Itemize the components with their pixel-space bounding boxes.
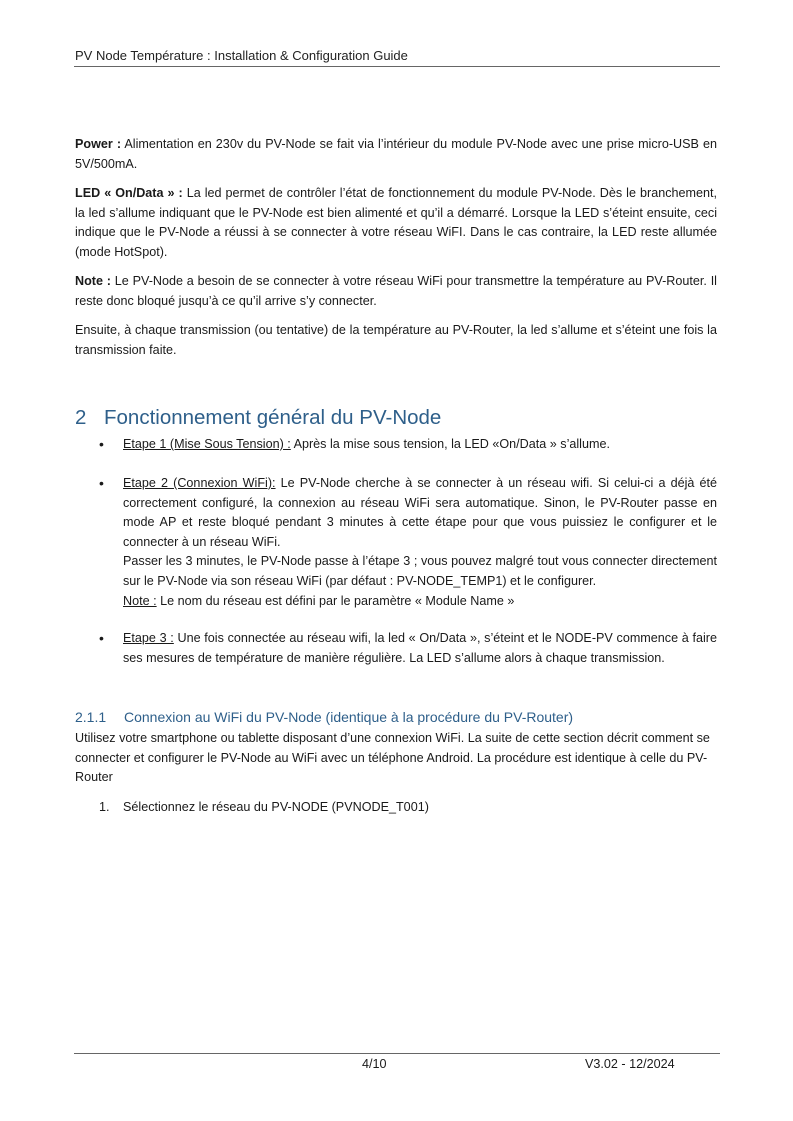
etape-2-extra: Passer les 3 minutes, le PV-Node passe à l’étape 3 ; vous pouvez malgré tout vous connecter directement sur le PV-Node via son réseau WiFi (par défaut : PV-NODE_TEMP1) et le configurer. <box>123 554 717 588</box>
etape-2-note-label: Note : <box>123 593 157 608</box>
note-text: Le PV-Node a besoin de se connecter à votre réseau WiFi pour transmettre la température au PV-Router. Il reste donc bloqué jusqu’à ce qu’il arrive s’y connecter. <box>75 274 717 308</box>
power-paragraph <box>75 135 717 174</box>
section-2-1-1-heading <box>75 709 573 725</box>
note-paragraph <box>75 272 717 311</box>
section-2-heading <box>75 406 441 430</box>
page-header-title: PV Node Température : Installation & Configuration Guide <box>75 48 408 63</box>
document-version: V3.02 - 12/2024 <box>585 1057 675 1071</box>
step-number: 1. <box>99 800 110 814</box>
etape-2-note-text: Le nom du réseau est défini par le paramètre « Module Name » <box>156 593 515 608</box>
etape-2-text: Le PV-Node cherche à se connecter à un réseau wifi. Si celui-ci a déjà été correctement configuré, la connexion au réseau WiFi sera automatique. Sinon, le PV-Router passe en mode AP et reste bloqué pendant 3 minutes à cette étape pour que vous puissiez le configurer et le connecter à un réseau WiFi. <box>123 476 717 549</box>
bullet-icon: • <box>99 436 104 452</box>
section-2-1-1-title: Connexion au WiFi du PV-Node (identique à la procédure du PV-Router) <box>124 709 574 725</box>
ensuite-paragraph: Ensuite, à chaque transmission (ou tentative) de la température au PV-Router, la led s’allume et s’éteint une fois la transmission faite. <box>75 323 717 357</box>
list-item <box>99 798 429 818</box>
etape-2-label: Etape 2 (Connexion WiFi): <box>123 476 276 490</box>
bullet-icon: • <box>99 630 104 646</box>
list-item <box>99 629 717 668</box>
etape-1-text: Après la mise sous tension, la LED «On/Data » s’allume. <box>290 437 610 451</box>
section-2-1-1-number: 2.1.1 <box>75 709 107 725</box>
step-text: Sélectionnez le réseau du PV-NODE (PVNODE_T001) <box>123 800 429 814</box>
page-number: 4/10 <box>362 1057 387 1071</box>
etape-3-label: Etape 3 : <box>123 631 174 645</box>
footer-divider <box>74 1053 720 1054</box>
section-2-1-1-intro: Utilisez votre smartphone ou tablette disposant d’une connexion WiFi. La suite de cette section décrit comment se connecter et configurer le PV-Node au WiFi avec un téléphone Android. La procédure est identique à celle du PV-Router <box>75 731 710 785</box>
etape-3-text: Une fois connectée au réseau wifi, la led « On/Data », s’éteint et le NODE-PV commence à faire ses mesures de température de manière régulière. La LED s’allume alors à chaque transmission. <box>123 631 717 665</box>
bullet-icon: • <box>99 475 104 491</box>
list-item <box>99 435 717 455</box>
note-label: Note : <box>75 274 111 288</box>
list-item <box>99 474 717 611</box>
section-2-number: 2 <box>75 406 87 429</box>
led-label: LED « On/Data » : <box>75 186 183 200</box>
header-divider <box>74 66 720 67</box>
power-text: Alimentation en 230v du PV-Node se fait via l’intérieur du module PV-Node avec une prise micro-USB en 5V/500mA. <box>75 137 717 171</box>
led-text: La led permet de contrôler l’état de fonctionnement du module PV-Node. Dès le branchement, la led s’allume indiquant que le PV-Node est bien alimenté et qu’il a démarré. Lorsque la LED s’éteint ensuite, ceci indique que le PV-Node a réussi à se connecter à votre réseau WiFI. Dans le cas contraire, la LED reste allumée (mode HotSpot). <box>75 186 718 259</box>
section-2-title: Fonctionnement général du PV-Node <box>104 406 442 429</box>
led-paragraph <box>75 184 717 262</box>
etape-1-label: Etape 1 (Mise Sous Tension) : <box>123 437 291 451</box>
power-label: Power : <box>75 137 122 151</box>
